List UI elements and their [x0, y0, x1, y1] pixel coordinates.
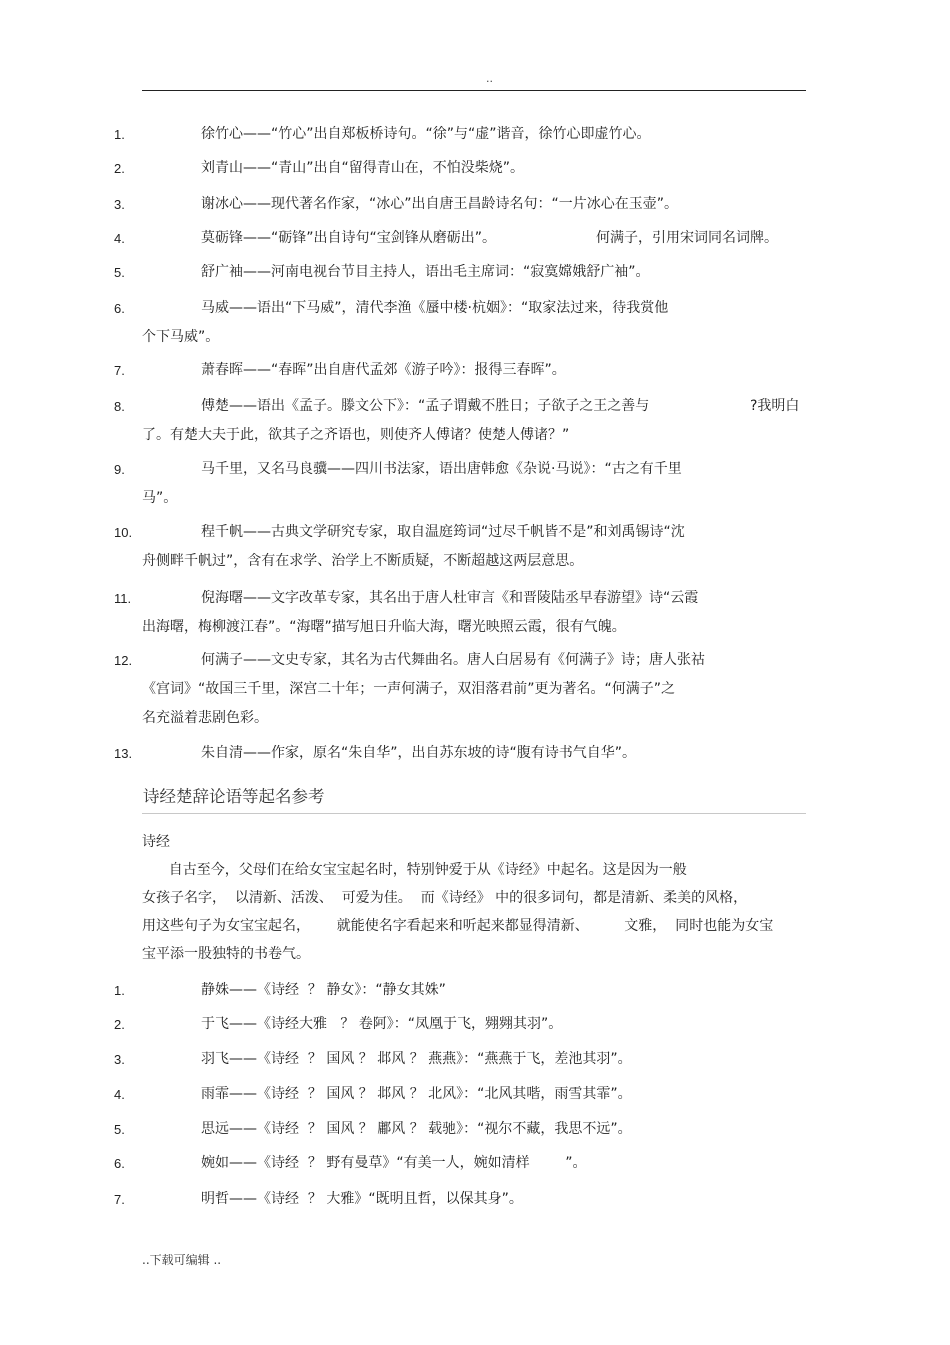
item-number: 1.: [114, 983, 125, 998]
item-text: 程千帆——古典文学研究专家，取自温庭筠词“过尽千帆皆不是”和刘禹锡诗“沈: [201, 524, 685, 540]
item-text-continued: 出海曙，梅柳渡江春”。“海曙”描写旭日升临大海，曙光映照云霞，很有气魄。: [142, 619, 626, 635]
item-text-continued: 了。有楚大夫于此，欲其子之齐语也，则使齐人傅诸？使楚人傅诸？”: [142, 427, 570, 443]
item-text: 倪海曙——文字改革专家，其名出于唐人杜审言《和晋陵陆丞早春游望》诗“云霞: [201, 590, 699, 606]
header-dots: ..: [486, 72, 493, 85]
item-number: 5.: [114, 265, 125, 280]
item-number: 11.: [114, 591, 132, 606]
item-number: 2.: [114, 1017, 125, 1032]
item-number: 4.: [114, 231, 125, 246]
item-text: 婉如——《诗经 ？ 野有曼草》“有美一人，婉如清样 ”。: [201, 1155, 587, 1171]
item-number: 2.: [114, 161, 125, 176]
item-text: 何满子——文史专家，其名为古代舞曲名。唐人白居易有《何满子》诗；唐人张祜: [201, 652, 705, 668]
item-number: 6.: [114, 301, 125, 316]
item-number: 4.: [114, 1087, 125, 1102]
paragraph-line: 宝平添一股独特的书卷气。: [142, 946, 310, 962]
item-text: 萧春晖——“春晖”出自唐代孟郊《游子吟》：报得三春晖”。: [201, 362, 566, 378]
item-text-continued: 名充溢着悲剧色彩。: [142, 710, 268, 726]
header-rule: [142, 90, 806, 91]
paragraph-line: 用这些句子为女宝宝起名， 就能使名字看起来和听起来都显得清新、 文雅， 同时也能为女宝: [142, 918, 774, 934]
item-number: 3.: [114, 197, 125, 212]
item-number: 7.: [114, 1192, 125, 1207]
item-text: 羽飞——《诗经 ？ 国风 ？ 邶风 ？ 燕燕》：“燕燕于飞，差池其羽”。: [201, 1051, 632, 1067]
paragraph-line: 自古至今，父母们在给女宝宝起名时，特别钟爱于从《诗经》中起名。这是因为一般: [142, 862, 687, 878]
item-text-continued: 《宫词》“故国三千里，深宫二十年；一声何满子，双泪落君前”更为著名。“何满子”之: [142, 681, 676, 697]
item-text: 刘青山——“青山”出自“留得青山在，不怕没柴烧”。: [201, 160, 525, 176]
item-number: 12.: [114, 653, 133, 668]
item-text: 于飞——《诗经大雅 ？ 卷阿》：“凤凰于飞，翙翙其羽”。: [201, 1016, 563, 1032]
item-number: 9.: [114, 462, 125, 477]
item-text: 莫砺锋——“砺锋”出自诗句“宝剑锋从磨砺出”。: [201, 230, 497, 246]
item-text: 明哲——《诗经 ？ 大雅》“既明且哲，以保其身”。: [201, 1191, 523, 1207]
item-text: 马千里，又名马良骥——四川书法家，语出唐韩愈《杂说·马说》：“古之有千里: [201, 461, 682, 477]
item-number: 10.: [114, 525, 133, 540]
item-number: 1.: [114, 127, 125, 142]
item-text: 雨霏——《诗经 ？ 国风 ？ 邶风 ？ 北风》：“北风其喈，雨雪其霏”。: [201, 1086, 632, 1102]
item-text: 谢冰心——现代著名作家，“冰心”出自唐王昌龄诗名句：“一片冰心在玉壶”。: [201, 196, 679, 212]
item-aside-text: 何满子，引用宋词同名词牌。: [596, 230, 778, 246]
item-text: 舒广袖——河南电视台节目主持人，语出毛主席词：“寂寞嫦娥舒广袖”。: [201, 264, 650, 280]
item-text-continued: 马”。: [142, 490, 178, 506]
item-number: 13.: [114, 746, 133, 761]
item-number: 3.: [114, 1052, 125, 1067]
paragraph-line: 女孩子名字， 以清新、活泼、 可爱为佳。 而《诗经》 中的很多词句，都是清新、柔美的风格，: [142, 890, 748, 906]
item-number: 7.: [114, 363, 125, 378]
item-aside-text: ?我明白: [750, 398, 800, 414]
item-number: 5.: [114, 1122, 125, 1137]
item-text-continued: 舟侧畔千帆过”，含有在求学、治学上不断质疑，不断超越这两层意思。: [142, 553, 584, 569]
item-text-continued: 个下马威”。: [142, 329, 220, 345]
item-text: 静姝——《诗经 ？ 静女》：“静女其姝”: [201, 982, 446, 998]
item-text: 傅楚——语出《孟子。滕文公下》：“孟子谓戴不胜日；子欲子之王之善与: [201, 398, 650, 414]
subsection-heading: 诗经: [142, 834, 170, 850]
item-number: 8.: [114, 399, 125, 414]
item-text: 马威——语出“下马威”，清代李渔《蜃中楼·杭姻》：“取家法过来，待我赏他: [201, 300, 669, 316]
section-divider: [142, 813, 806, 814]
item-text: 徐竹心——“竹心”出自郑板桥诗句。“徐”与“虚”谐音，徐竹心即虚竹心。: [201, 126, 651, 142]
item-number: 6.: [114, 1156, 125, 1171]
footer-text: ..下载可编辑 ..: [142, 1253, 222, 1267]
item-text: 思远——《诗经 ？ 国风 ？ 鄘风 ？ 载驰》：“视尔不藏，我思不远”。: [201, 1121, 632, 1137]
section-heading: 诗经楚辞论语等起名参考: [143, 787, 325, 806]
item-text: 朱自清——作家，原名“朱自华”，出自苏东坡的诗“腹有诗书气自华”。: [201, 745, 637, 761]
